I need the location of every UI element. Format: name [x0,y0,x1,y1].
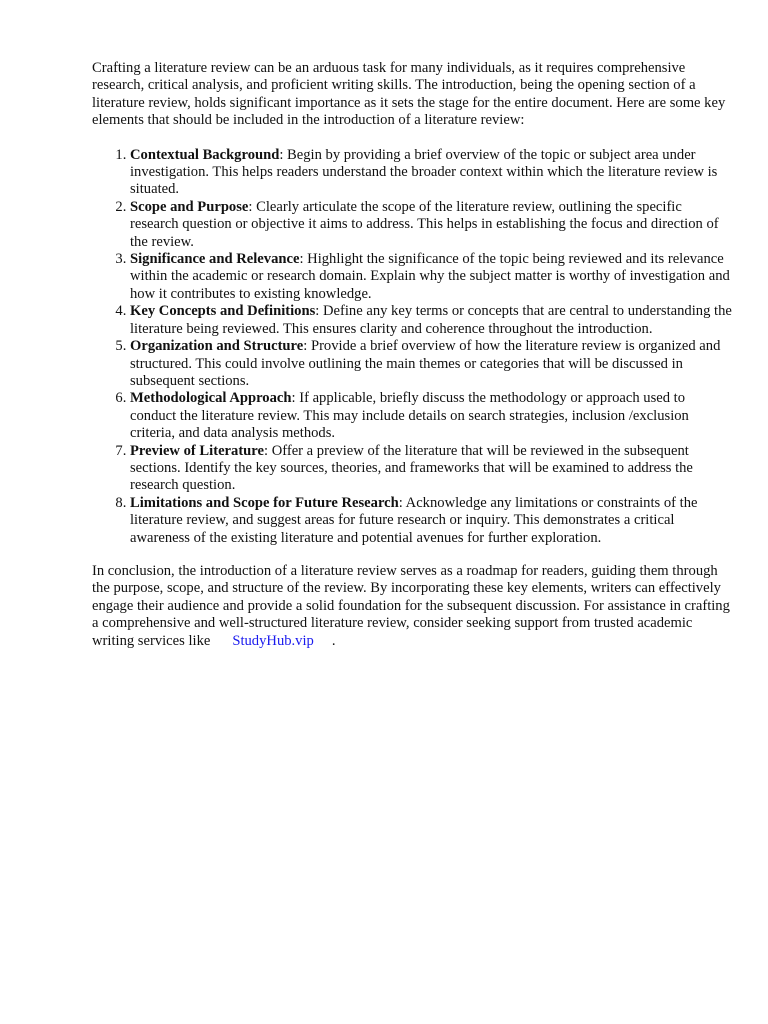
list-item-text: : Begin by providing a brief overview of the topic or subject area under investigation. This helps readers understand the broader context within which the literature review is situated. [130,146,718,198]
document-page [92,60,732,650]
list-item [130,495,732,547]
list-item-term: Limitations and Scope for Future Research [130,494,399,511]
list-item-text: : Clearly articulate the scope of the literature review, outlining the specific research question or objective it aims to address. This helps in establishing the focus and direction of the review. [130,198,719,250]
list-item [130,251,732,303]
list-item-text: : Define any key terms or concepts that are central to understanding the literature being reviewed. This ensures clarity and coherence throughout the introduction. [130,303,732,337]
list-item-term: Contextual Background [130,146,280,163]
studyhub-link[interactable]: StudyHub.vip [232,632,314,649]
list-item-term: Scope and Purpose [130,198,249,215]
list-item [130,303,732,338]
intro-paragraph: Crafting a literature review can be an arduous task for many individuals, as it requires comprehensive research, critical analysis, and proficient writing skills. The introduction, being the opening section of a literature review, holds significant importance as it sets the stage for the entire document. Here are some key elements that should be included in the introduction of a literature review: [92,60,726,129]
list-item [130,390,732,442]
conclusion-text: In conclusion, the introduction of a literature review serves as a roadmap for readers, guiding them through the purpose, scope, and structure of the review. By incorporating these key elements, writers can effectively engage their audience and provide a solid foundation for the subsequent discussion. For assistance in crafting a comprehensive and well-structured literature review, consider seeking support from trusted academic writing services like [92,562,730,649]
list-item-term: Key Concepts and Definitions [130,303,316,320]
list-item-term: Methodological Approach [130,390,292,407]
conclusion-paragraph [92,563,732,650]
key-elements-list [92,147,732,547]
list-item-text: : Highlight the significance of the topic being reviewed and its relevance within the academic or research domain. Explain why the subject matter is worthy of investigation and how it contributes to existing knowledge. [130,251,730,302]
list-item-text: : Offer a preview of the literature that will be reviewed in the subsequent sections. Identify the key sources, theories, and frameworks that will be examined to address the research question. [130,442,693,494]
list-item-term: Significance and Relevance [130,251,300,268]
list-item-text: : If applicable, briefly discuss the methodology or approach used to conduct the literature review. This may include details on search strategies, inclusion /exclusion criteria, and data analysis methods. [130,390,689,442]
conclusion-end: . [331,632,336,649]
list-item-term: Preview of Literature [130,442,264,459]
list-item-text: : Provide a brief overview of how the literature review is organized and structured. This could involve outlining the main themes or categories that will be discussed in subsequent sections. [130,338,721,389]
list-item [130,443,732,495]
list-item [130,147,732,199]
list-item-text: : Acknowledge any limitations or constraints of the literature review, and suggest areas for future research or inquiry. This demonstrates a critical awareness of the existing literature and potential avenues for further exploration. [130,494,698,546]
list-item [130,338,732,390]
list-item [130,199,732,251]
list-item-term: Organization and Structure [130,338,304,355]
